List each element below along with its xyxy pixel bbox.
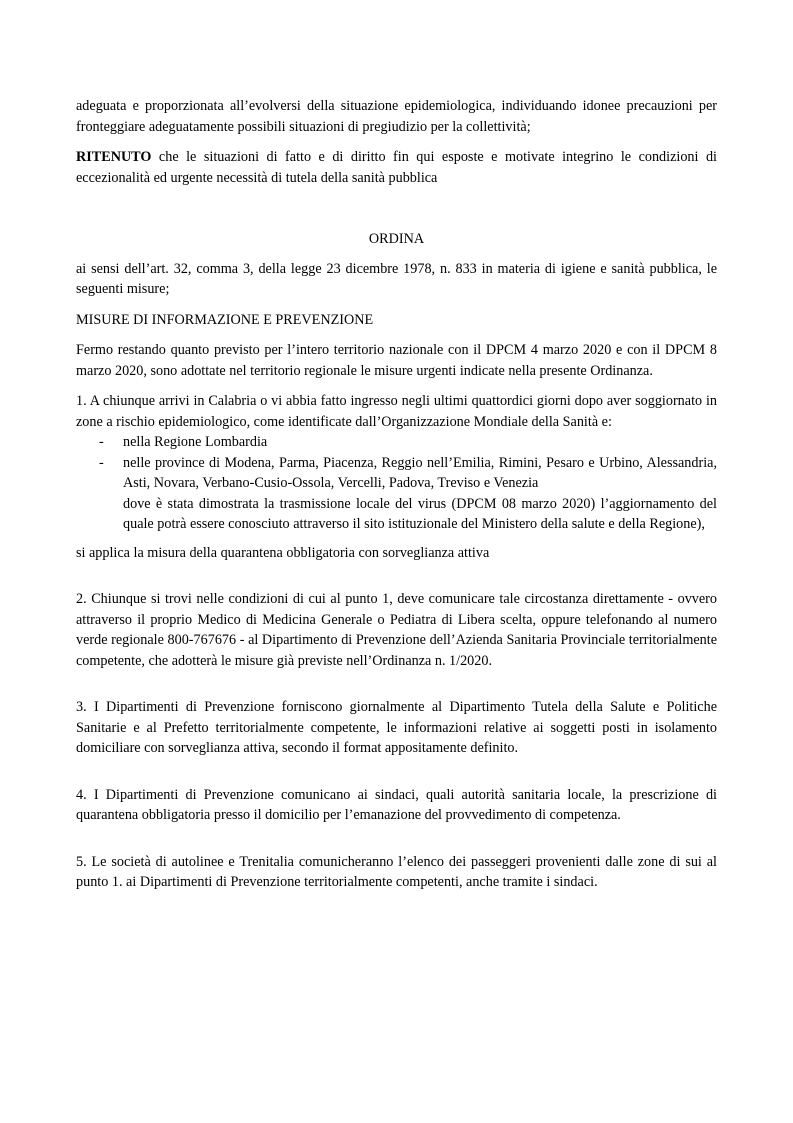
section-heading: MISURE DI INFORMAZIONE E PREVENZIONE xyxy=(76,311,374,328)
ritenuto-text: che le situazioni di fatto e di diritto fin qui esposte e motivate integrino le condizioni di eccezionalità ed urgente necessità di tutela della sanità pubblica xyxy=(76,149,717,186)
paragraph-point-2: 2. Chiunque si trovi nelle condizioni di cui al punto 1, deve comunicare tale circostanza direttamente - ovvero attraverso il proprio Medico di Medicina Generale o Pediatra di Libera scelta, oppure telefonando al numero verde regionale 800-767676 - al Dipartimento di Prevenzione dell’Azienda Sanitaria Provinciale territorialmente competente, che adotterà le misure già previste nell’Ordinanza n. 1/2020. xyxy=(76,591,717,669)
list-item-text: nelle province di Modena, Parma, Piacenza, Reggio nell’Emilia, Rimini, Pesaro e Urbino, Alessandria, Asti, Novara, Verbano-Cusio-Ossola, Vercelli, Padova, Treviso e Venezia xyxy=(123,454,717,491)
list-item-text: nella Regione Lombardia xyxy=(123,434,268,450)
document-page xyxy=(76,96,717,893)
bullet-dash: - xyxy=(99,434,104,450)
paragraph-point-1: 1. A chiunque arrivi in Calabria o vi abbia fatto ingresso negli ultimi quattordici giorni dopo aver soggiornato in zone a rischio epidemiologico, come identificate dall’Organizzazione Mondiale della Sanità e: xyxy=(76,393,717,430)
bullet-dash: - xyxy=(99,454,104,471)
paragraph-point-4: 4. I Dipartimenti di Prevenzione comunicano ai sindaci, quali autorità sanitaria locale, la prescrizione di quarantena obbligatoria presso il domicilio per l’emanazione del provvedimento di competenza. xyxy=(76,786,717,823)
paragraph-ordina: ai sensi dell’art. 32, comma 3, della legge 23 dicembre 1978, n. 833 in materia di igiene e sanità pubblica, le seguenti misure; xyxy=(76,260,717,297)
ritenuto-label: RITENUTO xyxy=(76,149,152,165)
list-item xyxy=(76,453,717,494)
list-continuation: dove è stata dimostrata la trasmissione locale del virus (DPCM 08 marzo 2020) l’aggiornamento del quale potrà essere conosciuto attraverso il sito istituzionale del Ministero della salute e della Regione), xyxy=(123,495,717,532)
paragraph-point-5: 5. Le società di autolinee e Trenitalia comunicheranno l’elenco dei passeggeri provenienti dalle zone di sui al punto 1. ai Dipartimenti di Prevenzione territorialmente competenti, anche tramite i sindaci. xyxy=(76,853,717,890)
paragraph-intro: adeguata e proporzionata all’evolversi della situazione epidemiologica, individuando idonee precauzioni per fronteggiare adeguatamente possibili situazioni di pregiudizio per la collettività; xyxy=(76,98,717,135)
paragraph-ritenuto xyxy=(76,147,717,188)
paragraph-fermo: Fermo restando quanto previsto per l’intero territorio nazionale con il DPCM 4 marzo 2020 e con il DPCM 8 marzo 2020, sono adottate nel territorio regionale le misure urgenti indicate nella presente Ordinanza. xyxy=(76,342,717,379)
paragraph-quarantena: si applica la misura della quarantena obbligatoria con sorveglianza attiva xyxy=(76,544,490,561)
zone-list xyxy=(76,432,717,494)
ordina-heading: ORDINA xyxy=(368,231,425,247)
list-item xyxy=(76,432,717,453)
paragraph-point-3: 3. I Dipartimenti di Prevenzione forniscono giornalmente al Dipartimento Tutela della Salute e Politiche Sanitarie e al Prefetto territorialmente competente, le informazioni relative ai soggetti posti in isolamento domiciliare con sorveglianza attiva, secondo il format appositamente definito. xyxy=(76,699,717,756)
